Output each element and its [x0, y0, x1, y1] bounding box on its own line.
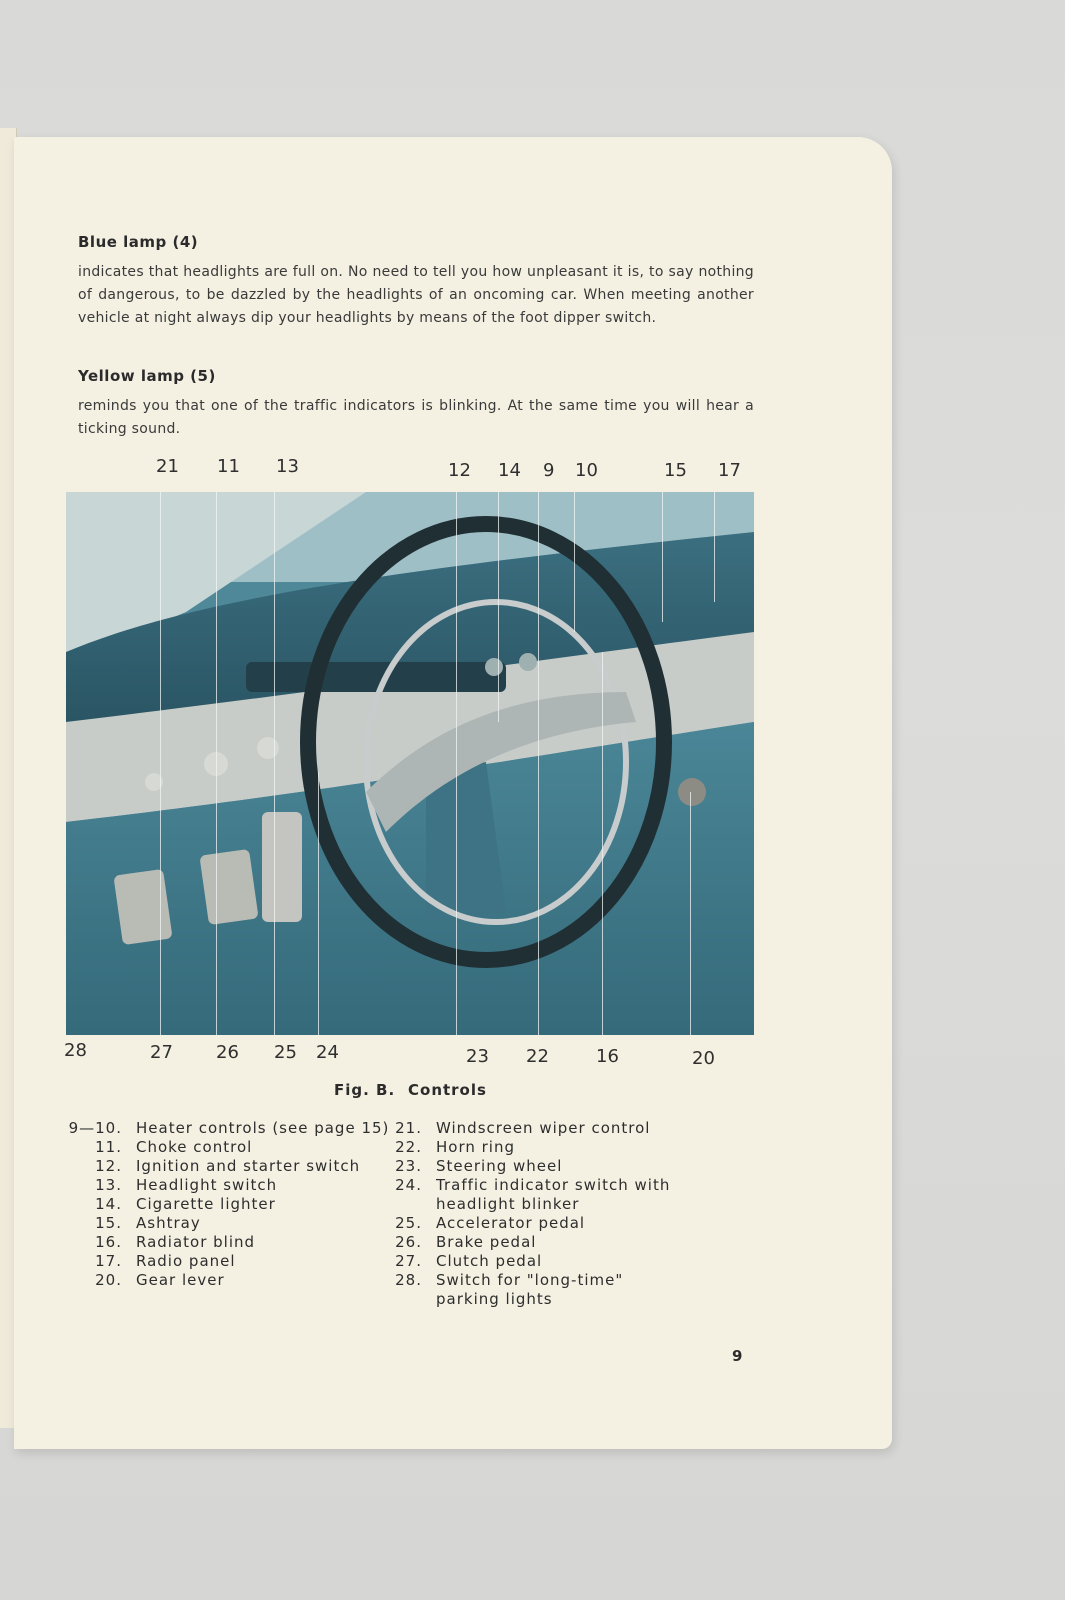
- legend-item: 12. Ignition and starter switch: [95, 1157, 361, 1175]
- heading-yellow-lamp: Yellow lamp (5): [78, 367, 216, 385]
- legend-item: 13. Headlight switch: [95, 1176, 278, 1194]
- leader-line: [274, 492, 275, 1035]
- callout-16: 16: [596, 1046, 619, 1067]
- legend-left-column: [64, 1119, 389, 1290]
- legend-item: 25. Accelerator pedal: [395, 1214, 586, 1232]
- legend-item: 20. Gear lever: [95, 1271, 225, 1289]
- legend-item: headlight blinker: [436, 1195, 580, 1213]
- legend-item: 11. Choke control: [95, 1138, 253, 1156]
- dashboard-drawing: [66, 492, 754, 1035]
- legend-item: parking lights: [436, 1290, 553, 1308]
- leader-line: [574, 492, 575, 632]
- leader-line: [690, 792, 691, 1035]
- brake-pedal: [199, 849, 258, 925]
- legend-item: 26. Brake pedal: [395, 1233, 537, 1251]
- paragraph-blue-lamp: indicates that headlights are full on. No need to tell you how unpleasant it is, to say nothing of dangerous, to be dazzled by the headlights of an oncoming car. When meeting another vehicle at night always dip your headlights by means of the foot dipper switch.: [78, 264, 754, 326]
- dashboard-illustration: [66, 492, 754, 1035]
- callout-9: 9: [543, 460, 555, 481]
- paragraph-yellow-lamp: reminds you that one of the traffic indicators is blinking. At the same time you will hear a ticking sound.: [78, 398, 754, 437]
- callout-22: 22: [526, 1046, 549, 1067]
- callout-28: 28: [64, 1040, 87, 1061]
- callout-12: 12: [448, 460, 471, 481]
- leader-line: [160, 492, 161, 1035]
- legend-right-column: [392, 1119, 670, 1309]
- callout-17: 17: [718, 460, 741, 481]
- accelerator-pedal: [262, 812, 302, 922]
- leader-line: [662, 492, 663, 622]
- callout-21: 21: [156, 456, 179, 477]
- legend-item: 21. Windscreen wiper control: [395, 1119, 651, 1137]
- legend-item: 24. Traffic indicator switch with: [395, 1176, 671, 1194]
- callout-14: 14: [498, 460, 521, 481]
- figure-caption-title: Controls: [408, 1081, 487, 1099]
- callout-25: 25: [274, 1042, 297, 1063]
- callout-11: 11: [217, 456, 240, 477]
- callout-20: 20: [692, 1048, 715, 1069]
- page-number: 9: [732, 1347, 743, 1365]
- callout-15: 15: [664, 460, 687, 481]
- legend-item: 9—10. Heater controls (see page 15): [68, 1119, 390, 1137]
- legend-item: 23. Steering wheel: [395, 1157, 563, 1175]
- callout-27: 27: [150, 1042, 173, 1063]
- callout-23: 23: [466, 1046, 489, 1067]
- leader-line: [456, 492, 457, 1035]
- legend-item: 17. Radio panel: [95, 1252, 236, 1270]
- knob: [257, 737, 279, 759]
- leader-line: [498, 492, 499, 722]
- leader-line: [216, 492, 217, 1035]
- gear-lever-knob: [678, 778, 706, 806]
- callout-24: 24: [316, 1042, 339, 1063]
- legend-item: 22. Horn ring: [395, 1138, 515, 1156]
- legend-item: 28. Switch for "long-time": [395, 1271, 624, 1289]
- legend-item: 16. Radiator blind: [95, 1233, 256, 1251]
- leader-line: [714, 492, 715, 602]
- callout-10: 10: [575, 460, 598, 481]
- clutch-pedal: [113, 869, 172, 945]
- leader-line: [318, 772, 319, 1035]
- legend-item: 27. Clutch pedal: [395, 1252, 543, 1270]
- callout-13: 13: [276, 456, 299, 477]
- knob: [485, 658, 503, 676]
- callout-26: 26: [216, 1042, 239, 1063]
- leader-line: [538, 492, 539, 1035]
- figure-caption-label: Fig. B.: [334, 1081, 396, 1099]
- heading-blue-lamp: Blue lamp (4): [78, 233, 199, 251]
- legend-item: 14. Cigarette lighter: [95, 1195, 276, 1213]
- knob: [519, 653, 537, 671]
- instrument-cluster: [246, 662, 506, 692]
- legend-item: 15. Ashtray: [95, 1214, 201, 1232]
- leader-line: [602, 652, 603, 1035]
